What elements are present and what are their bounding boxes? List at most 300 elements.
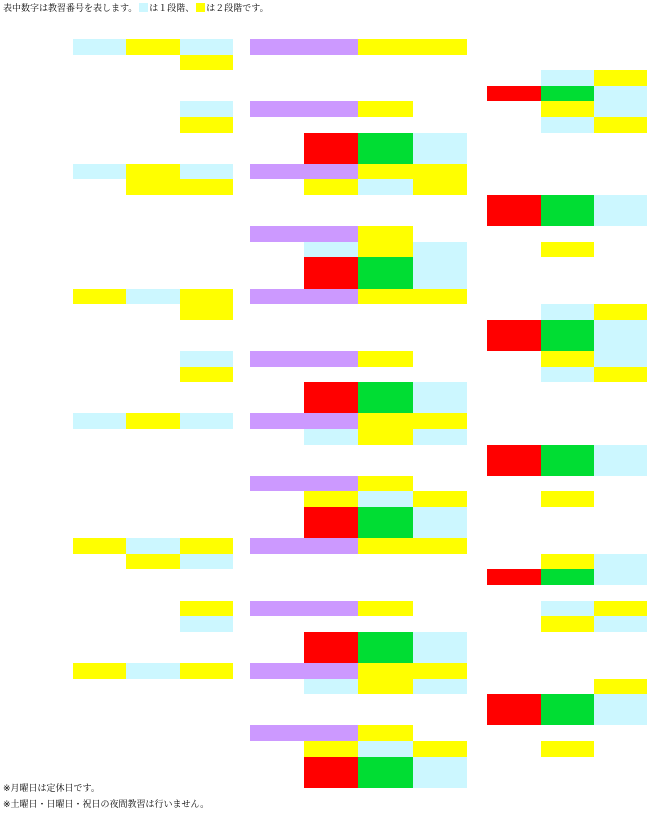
- empty-cell: [180, 195, 233, 226]
- kari-exam-cell: [250, 413, 358, 429]
- empty-cell: [594, 491, 647, 507]
- empty-cell: [180, 757, 233, 788]
- aptitude-cell: [358, 507, 413, 538]
- weekday-cell: [47, 70, 73, 101]
- weekday-cell: [47, 367, 73, 383]
- empty-cell: [126, 757, 180, 788]
- day-cell: [25, 507, 47, 538]
- weekday-cell: [47, 663, 73, 679]
- col-header-day: [25, 17, 47, 39]
- day-cell: [25, 226, 47, 242]
- lesson-cell: [304, 179, 358, 195]
- lesson-cell: [541, 367, 594, 383]
- empty-cell: [180, 725, 233, 741]
- col-header-period: [413, 17, 467, 39]
- empty-cell: [126, 476, 180, 492]
- weekday-cell: [47, 491, 73, 507]
- empty-cell: [487, 741, 541, 757]
- col-header-period: [487, 17, 541, 39]
- lesson-cell: [73, 39, 126, 55]
- col-header-period: [541, 17, 594, 39]
- lesson-cell: [594, 320, 647, 351]
- lesson-cell: [413, 429, 467, 445]
- kari-exam-cell: [250, 725, 358, 741]
- lesson-cell: [541, 242, 594, 258]
- empty-cell: [73, 382, 126, 413]
- empty-cell: [73, 195, 126, 226]
- lesson-cell: [413, 257, 467, 288]
- empty-cell: [180, 679, 233, 695]
- day-cell: [25, 242, 47, 258]
- lesson-cell: [413, 39, 467, 55]
- empty-cell: [180, 569, 233, 600]
- day-cell: [25, 632, 47, 663]
- day-cell: [25, 491, 47, 507]
- empty-cell: [594, 741, 647, 757]
- weekday-cell: [47, 257, 73, 288]
- lesson-cell: [413, 507, 467, 538]
- lesson-cell: [358, 242, 413, 258]
- lesson-cell: [594, 101, 647, 117]
- lesson-cell: [594, 86, 647, 102]
- weekday-cell: [47, 694, 73, 725]
- empty-cell: [180, 445, 233, 476]
- lesson-cell: [358, 663, 413, 679]
- weekday-cell: [47, 569, 73, 600]
- empty-cell: [73, 491, 126, 507]
- col-header-period: [250, 17, 304, 39]
- empty-cell: [126, 195, 180, 226]
- col-header-period: [180, 17, 233, 39]
- lesson-cell: [541, 70, 594, 86]
- lesson-cell: [594, 554, 647, 570]
- empty-cell: [73, 55, 126, 71]
- empty-cell: [126, 133, 180, 164]
- weekday-cell: [47, 289, 73, 305]
- day-cell: [25, 117, 47, 133]
- empty-cell: [126, 367, 180, 383]
- lesson-cell: [541, 101, 594, 117]
- lesson-cell: [358, 179, 413, 195]
- lesson-cell: [541, 304, 594, 320]
- lesson-cell: [180, 289, 233, 305]
- kari-exam-cell: [250, 289, 358, 305]
- empty-cell: [180, 741, 233, 757]
- weekday-cell: [47, 725, 73, 741]
- enrollment-cell: [304, 507, 358, 538]
- empty-cell: [487, 70, 541, 86]
- lesson-cell: [541, 320, 594, 351]
- day-cell: [25, 538, 47, 554]
- weekday-cell: [47, 476, 73, 492]
- day-cell: [25, 257, 47, 288]
- empty-cell: [487, 367, 541, 383]
- empty-cell: [180, 694, 233, 725]
- lesson-cell: [413, 382, 467, 413]
- lesson-cell: [487, 195, 541, 226]
- empty-cell: [73, 429, 126, 445]
- lesson-cell: [304, 429, 358, 445]
- empty-cell: [73, 679, 126, 695]
- lesson-cell: [413, 632, 467, 663]
- lesson-cell: [594, 195, 647, 226]
- empty-cell: [126, 445, 180, 476]
- weekday-cell: [47, 741, 73, 757]
- day-cell: [25, 351, 47, 367]
- empty-cell: [73, 569, 126, 600]
- lesson-cell: [126, 413, 180, 429]
- empty-cell: [126, 101, 180, 117]
- empty-cell: [73, 367, 126, 383]
- weekday-cell: [47, 382, 73, 413]
- col-header-period: [358, 17, 413, 39]
- lesson-cell: [304, 679, 358, 695]
- day-cell: [25, 382, 47, 413]
- lesson-cell: [541, 569, 594, 585]
- col-header-period: [73, 17, 126, 39]
- footer-note-1: ※月曜日は定休日です。: [3, 784, 100, 794]
- empty-cell: [126, 351, 180, 367]
- lesson-cell: [358, 741, 413, 757]
- lesson-cell: [180, 117, 233, 133]
- empty-cell: [126, 320, 180, 351]
- kari-exam-cell: [250, 476, 358, 492]
- lesson-cell: [73, 538, 126, 554]
- empty-cell: [487, 601, 541, 617]
- empty-cell: [73, 304, 126, 320]
- weekday-cell: [47, 632, 73, 663]
- weekday-cell: [47, 554, 73, 570]
- day-cell: [25, 601, 47, 617]
- empty-cell: [487, 491, 541, 507]
- lesson-cell: [180, 538, 233, 554]
- weekday-cell: [47, 226, 73, 242]
- empty-cell: [487, 117, 541, 133]
- empty-cell: [126, 304, 180, 320]
- enrollment-cell: [304, 257, 358, 288]
- empty-cell: [73, 554, 126, 570]
- empty-cell: [126, 242, 180, 258]
- lesson-cell: [594, 304, 647, 320]
- weekday-cell: [47, 164, 73, 180]
- empty-cell: [487, 585, 541, 601]
- lesson-cell: [413, 679, 467, 695]
- day-cell: [25, 367, 47, 383]
- lesson-cell: [413, 491, 467, 507]
- lesson-cell: [541, 117, 594, 133]
- lesson-cell: [541, 741, 594, 757]
- empty-cell: [180, 476, 233, 492]
- empty-cell: [487, 616, 541, 632]
- lesson-cell: [541, 445, 594, 476]
- lesson-cell: [126, 179, 180, 195]
- empty-cell: [73, 445, 126, 476]
- day-cell: [25, 55, 47, 71]
- day-cell: [25, 101, 47, 117]
- lesson-cell: [358, 679, 413, 695]
- empty-cell: [487, 304, 541, 320]
- lesson-cell: [180, 164, 233, 180]
- empty-cell: [126, 741, 180, 757]
- weekday-cell: [47, 679, 73, 695]
- lesson-cell: [358, 101, 413, 117]
- weekday-cell: [47, 507, 73, 538]
- lesson-cell: [304, 741, 358, 757]
- lesson-cell: [594, 694, 647, 725]
- lesson-cell: [126, 538, 180, 554]
- lesson-cell: [126, 164, 180, 180]
- day-cell: [25, 39, 47, 55]
- lesson-cell: [358, 491, 413, 507]
- empty-cell: [73, 601, 126, 617]
- empty-cell: [180, 226, 233, 242]
- lesson-cell: [358, 39, 413, 55]
- weekday-cell: [47, 445, 73, 476]
- lesson-cell: [358, 226, 413, 242]
- header-prefix: 表中数字は教習番号を表します。: [3, 4, 138, 14]
- lesson-cell: [180, 554, 233, 570]
- empty-cell: [126, 382, 180, 413]
- empty-cell: [126, 491, 180, 507]
- col-header-period: [126, 17, 180, 39]
- lesson-cell: [304, 242, 358, 258]
- day-cell: [25, 70, 47, 101]
- weekday-cell: [47, 413, 73, 429]
- weekday-cell: [47, 242, 73, 258]
- empty-cell: [487, 101, 541, 117]
- lesson-cell: [487, 86, 541, 102]
- lesson-cell: [73, 289, 126, 305]
- weekday-cell: [47, 55, 73, 71]
- empty-cell: [126, 601, 180, 617]
- footer-note-2: ※土曜日・日曜日・祝日の夜間教習は行いません。: [3, 800, 210, 810]
- day-cell: [25, 569, 47, 600]
- aptitude-cell: [358, 757, 413, 788]
- lesson-cell: [180, 304, 233, 320]
- empty-cell: [541, 679, 594, 695]
- lesson-cell: [180, 55, 233, 71]
- lesson-cell: [73, 663, 126, 679]
- lesson-cell: [126, 554, 180, 570]
- day-cell: [25, 164, 47, 180]
- weekday-cell: [47, 601, 73, 617]
- day-cell: [25, 289, 47, 305]
- empty-cell: [73, 133, 126, 164]
- lesson-cell: [180, 367, 233, 383]
- lesson-cell: [358, 351, 413, 367]
- day-cell: [25, 741, 47, 757]
- lesson-cell: [594, 569, 647, 585]
- empty-cell: [180, 257, 233, 288]
- kari-exam-cell: [250, 663, 358, 679]
- empty-cell: [126, 117, 180, 133]
- lesson-cell: [541, 554, 594, 570]
- day-cell: [25, 476, 47, 492]
- lesson-cell: [541, 616, 594, 632]
- day-cell: [25, 304, 47, 320]
- lesson-cell: [413, 133, 467, 164]
- enrollment-cell: [304, 382, 358, 413]
- empty-cell: [180, 632, 233, 663]
- col-header-weekday: [47, 17, 73, 39]
- lesson-cell: [541, 86, 594, 102]
- lesson-cell: [413, 538, 467, 554]
- day-cell: [25, 179, 47, 195]
- enrollment-cell: [304, 757, 358, 788]
- lesson-cell: [73, 413, 126, 429]
- weekday-cell: [47, 616, 73, 632]
- enrollment-cell: [304, 133, 358, 164]
- lesson-cell: [180, 616, 233, 632]
- empty-cell: [487, 679, 541, 695]
- lesson-cell: [413, 164, 467, 180]
- empty-cell: [73, 725, 126, 741]
- kari-exam-cell: [250, 164, 358, 180]
- lesson-cell: [358, 476, 413, 492]
- aptitude-cell: [358, 382, 413, 413]
- empty-cell: [180, 491, 233, 507]
- lesson-cell: [487, 569, 541, 585]
- col-header-month: [5, 17, 25, 39]
- empty-cell: [73, 117, 126, 133]
- col-header-period: [304, 17, 358, 39]
- empty-cell: [73, 616, 126, 632]
- col-header-period: [594, 17, 647, 39]
- empty-cell: [180, 507, 233, 538]
- kari-exam-cell: [250, 226, 358, 242]
- empty-cell: [73, 242, 126, 258]
- lesson-cell: [594, 70, 647, 86]
- lesson-cell: [541, 694, 594, 725]
- empty-cell: [73, 741, 126, 757]
- lesson-cell: [413, 413, 467, 429]
- empty-cell: [126, 694, 180, 725]
- lesson-cell: [594, 445, 647, 476]
- empty-cell: [126, 226, 180, 242]
- kari-exam-cell: [250, 538, 358, 554]
- day-cell: [25, 195, 47, 226]
- lesson-cell: [358, 164, 413, 180]
- lesson-cell: [180, 101, 233, 117]
- empty-cell: [73, 226, 126, 242]
- lesson-cell: [126, 39, 180, 55]
- weekday-cell: [47, 320, 73, 351]
- empty-cell: [126, 257, 180, 288]
- empty-cell: [541, 585, 594, 601]
- empty-cell: [126, 55, 180, 71]
- lesson-cell: [594, 351, 647, 367]
- empty-cell: [594, 242, 647, 258]
- yellow-legend-text: は２段階です。: [206, 4, 269, 14]
- weekday-cell: [47, 133, 73, 164]
- weekday-cell: [47, 39, 73, 55]
- lesson-cell: [358, 429, 413, 445]
- lesson-cell: [180, 351, 233, 367]
- lesson-cell: [413, 757, 467, 788]
- day-cell: [25, 445, 47, 476]
- day-cell: [25, 554, 47, 570]
- kari-exam-cell: [250, 101, 358, 117]
- empty-cell: [73, 476, 126, 492]
- enrollment-cell: [304, 632, 358, 663]
- lesson-cell: [487, 445, 541, 476]
- empty-cell: [180, 429, 233, 445]
- empty-cell: [73, 101, 126, 117]
- empty-cell: [180, 70, 233, 101]
- empty-cell: [73, 70, 126, 101]
- empty-cell: [73, 694, 126, 725]
- aptitude-cell: [358, 632, 413, 663]
- empty-cell: [594, 585, 647, 601]
- empty-cell: [126, 569, 180, 600]
- lesson-cell: [594, 679, 647, 695]
- lesson-cell: [180, 39, 233, 55]
- lesson-cell: [180, 601, 233, 617]
- lesson-cell: [594, 601, 647, 617]
- empty-cell: [487, 242, 541, 258]
- empty-cell: [180, 242, 233, 258]
- lesson-cell: [358, 725, 413, 741]
- empty-cell: [73, 351, 126, 367]
- day-cell: [25, 413, 47, 429]
- weekday-cell: [47, 195, 73, 226]
- lesson-cell: [594, 367, 647, 383]
- empty-cell: [180, 320, 233, 351]
- lesson-cell: [126, 289, 180, 305]
- lesson-cell: [180, 413, 233, 429]
- lesson-cell: [358, 413, 413, 429]
- lesson-cell: [358, 601, 413, 617]
- empty-cell: [73, 507, 126, 538]
- lesson-cell: [413, 663, 467, 679]
- lesson-cell: [358, 289, 413, 305]
- lesson-cell: [413, 741, 467, 757]
- kari-exam-cell: [250, 351, 358, 367]
- lesson-cell: [541, 195, 594, 226]
- lesson-cell: [413, 289, 467, 305]
- lesson-cell: [413, 179, 467, 195]
- lesson-cell: [594, 117, 647, 133]
- lesson-cell: [413, 242, 467, 258]
- lesson-cell: [594, 616, 647, 632]
- lesson-cell: [487, 320, 541, 351]
- empty-cell: [487, 554, 541, 570]
- empty-cell: [180, 133, 233, 164]
- empty-cell: [73, 320, 126, 351]
- empty-cell: [73, 257, 126, 288]
- weekday-cell: [47, 101, 73, 117]
- weekday-cell: [47, 179, 73, 195]
- lesson-cell: [541, 601, 594, 617]
- empty-cell: [126, 70, 180, 101]
- lesson-cell: [180, 179, 233, 195]
- day-cell: [25, 679, 47, 695]
- blue-legend-text: は１段階、: [149, 4, 195, 14]
- lesson-cell: [126, 663, 180, 679]
- empty-cell: [126, 616, 180, 632]
- aptitude-cell: [358, 257, 413, 288]
- weekday-cell: [47, 351, 73, 367]
- empty-cell: [73, 632, 126, 663]
- empty-cell: [126, 507, 180, 538]
- month-cell: [5, 39, 25, 616]
- lesson-cell: [487, 694, 541, 725]
- lesson-cell: [541, 491, 594, 507]
- kari-exam-cell: [250, 601, 358, 617]
- weekday-cell: [47, 429, 73, 445]
- empty-cell: [126, 679, 180, 695]
- empty-cell: [126, 429, 180, 445]
